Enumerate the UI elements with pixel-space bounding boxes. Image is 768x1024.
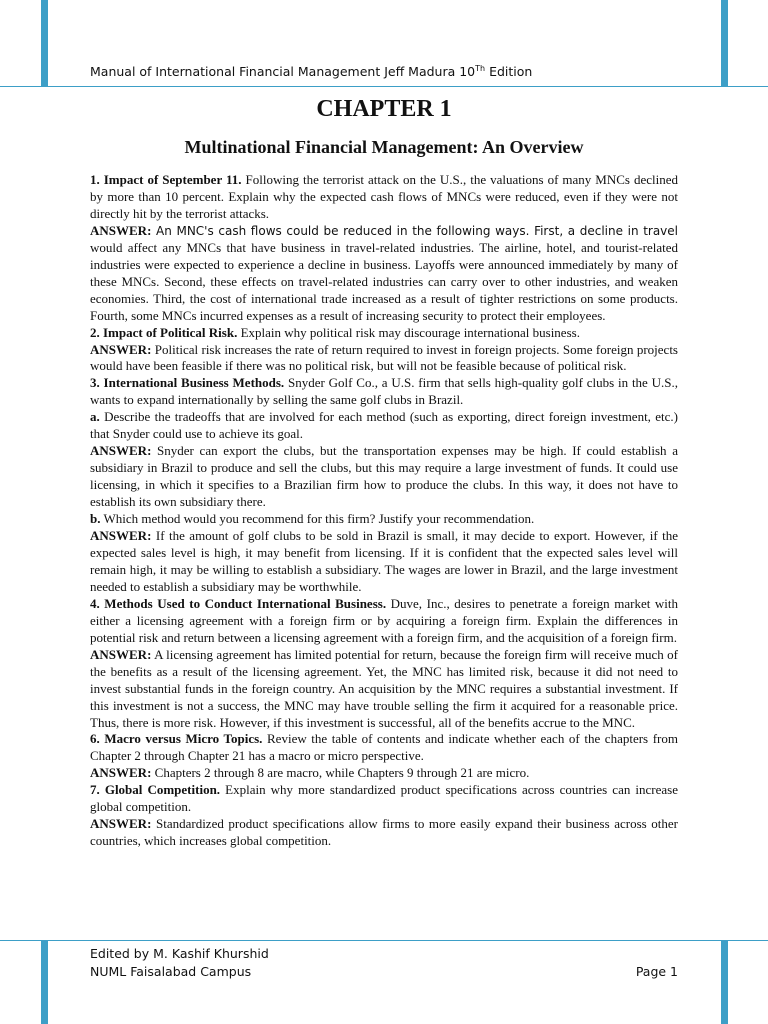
chapter-title: CHAPTER 1 — [316, 96, 452, 122]
answer-1 — [90, 223, 678, 325]
question-4 — [90, 596, 678, 647]
top-right-accent-bar — [721, 0, 728, 86]
question-2 — [90, 325, 678, 342]
question-7-text: Explain why more standardized product specifications across countries can increase global competition. — [90, 782, 679, 815]
question-1-label: 1. Impact of September 11. — [90, 172, 242, 187]
chapter-subtitle: Multinational Financial Management: An Overview — [184, 137, 584, 157]
question-1 — [90, 172, 678, 223]
answer-6-text: Chapters 2 through 8 are macro, while Chapters 9 through 21 are micro. — [151, 765, 530, 781]
answer-3b-label: ANSWER: — [90, 528, 152, 544]
question-4-label: 4. Methods Used to Conduct International Business. — [90, 595, 387, 611]
top-left-accent-bar — [41, 0, 48, 86]
question-3a-text: Describe the tradeoffs that are involved for each method (such as exporting, direct foreign investment, etc.) that Snyder could use to achieve its goal. — [90, 409, 678, 442]
document-body — [90, 172, 678, 850]
answer-3a — [90, 443, 678, 511]
question-3b-text: Which method would you recommend for this firm? Justify your recommendation. — [100, 511, 535, 527]
footer-rule — [0, 940, 768, 941]
question-2-label: 2. Impact of Political Risk. — [90, 324, 238, 340]
footer-campus: NUML Faisalabad Campus — [90, 964, 252, 979]
answer-7 — [90, 816, 678, 850]
answer-3b — [90, 528, 678, 596]
question-3b — [90, 511, 678, 528]
question-6-label: 6. Macro versus Micro Topics. — [90, 731, 263, 747]
question-3b-label: b. — [90, 511, 101, 527]
answer-7-label: ANSWER: — [90, 816, 152, 832]
page-footer — [90, 945, 678, 981]
question-7 — [90, 782, 678, 816]
question-2-text: Explain why political risk may discourage international business. — [237, 324, 580, 340]
question-3a-label: a. — [90, 409, 100, 425]
footer-editor: Edited by M. Kashif Khurshid — [90, 946, 269, 961]
answer-4-text: A licensing agreement has limited potential for return, because the foreign firm will receive much of the benefits as a result of the licensing agreement. Yet, the MNC has limited risk, because it did not need to invest substantial funds in the foreign country. An acquisition by the MNC requires a substantial investment. If this investment is not a success, the MNC may have trouble selling the firm it acquired for a reasonable price. Thus, there is more risk. However, if this investment is successful, all of the benefits accrue to the MNC. — [90, 646, 678, 730]
question-6-text: Review the table of contents and indicate whether each of the chapters from Chapter 2 through Chapter 21 has a macro or micro perspective. — [90, 731, 678, 764]
answer-3a-label: ANSWER: — [90, 443, 152, 459]
answer-2-text: Political risk increases the rate of return required to invest in foreign projects. Some foreign projects would have been feasible if there was no political risk, but will not be feasible because of political risk. — [90, 341, 678, 374]
bottom-left-accent-bar — [41, 940, 48, 1024]
answer-1-text-b: would affect any MNCs that have business in travel-related industries. The airline, hotel, and tourist-related industries were expected to experience a decline in business. Layoffs were announced immediately by many of these MNCs. Second, these effects on travel-related industries can carry over to other industries, and weaken economies. Third, the cost of international trade increased as a result of tighter restrictions on some products. Fourth, some MNCs incurred expenses as a result of increasing security to protect their employees. — [90, 239, 678, 323]
answer-2 — [90, 342, 678, 376]
question-3 — [90, 375, 678, 409]
question-7-label: 7. Global Competition. — [90, 782, 221, 798]
answer-1-label: ANSWER: — [90, 222, 152, 238]
header-rule — [0, 86, 768, 87]
header-text-prefix: Manual of International Financial Management Jeff Madura 10 — [90, 64, 476, 79]
answer-7-text: Standardized product specifications allow firms to more easily expand their business across other countries, which increases global competition. — [90, 816, 678, 849]
answer-4 — [90, 647, 678, 732]
page-number: Page 1 — [635, 964, 678, 979]
question-4-text: Duve, Inc., desires to penetrate a foreign market with either a licensing agreement with a foreign firm or by acquiring a foreign firm. Explain the differences in potential risk and return between a licensing agreement with a foreign firm, and the acquisition of a foreign firm. — [90, 595, 678, 645]
bottom-right-accent-bar — [721, 940, 728, 1024]
answer-2-label: ANSWER: — [90, 341, 152, 357]
answer-6-label: ANSWER: — [90, 765, 152, 781]
question-3a — [90, 409, 678, 443]
question-3-label: 3. International Business Methods. — [90, 375, 285, 391]
answer-4-label: ANSWER: — [90, 646, 152, 662]
page-header — [90, 64, 690, 79]
header-text-suffix: Edition — [485, 64, 533, 79]
answer-3a-text: Snyder can export the clubs, but the transportation expenses may be high. If could establish a subsidiary in Brazil to produce and sell the clubs, but this may require a large investment of funds. It could use licensing, in which it specifies to a Brazilian firm how to produce the clubs. In this way, it does not have to establish its own subsidiary there. — [90, 443, 678, 510]
answer-3b-text: If the amount of golf clubs to be sold in Brazil is small, it may decide to export. However, if the expected sales level is high, it may benefit from licensing. If it is confident that the expected sales level will remain high, it may be willing to establish a subsidiary. The wages are lower in Brazil, and the large investment needed to establish a subsidiary may be worthwhile. — [90, 528, 678, 594]
question-1-text: Following the terrorist attack on the U.S., the valuations of many MNCs declined by more than 10 percent. Explain why the expected cash flows of MNCs were reduced, even if they were not directly hit by the terrorist attacks. — [90, 172, 678, 221]
question-3-text: Snyder Golf Co., a U.S. firm that sells high-quality golf clubs in the U.S., wants to expand internationally by selling the same golf clubs in Brazil. — [90, 375, 679, 408]
question-6 — [90, 731, 678, 765]
answer-1-text-a: An MNC's cash flows could be reduced in the following ways. First, a decline in travel — [151, 223, 678, 238]
header-text-sup: Th — [475, 64, 486, 73]
answer-6 — [90, 765, 678, 782]
